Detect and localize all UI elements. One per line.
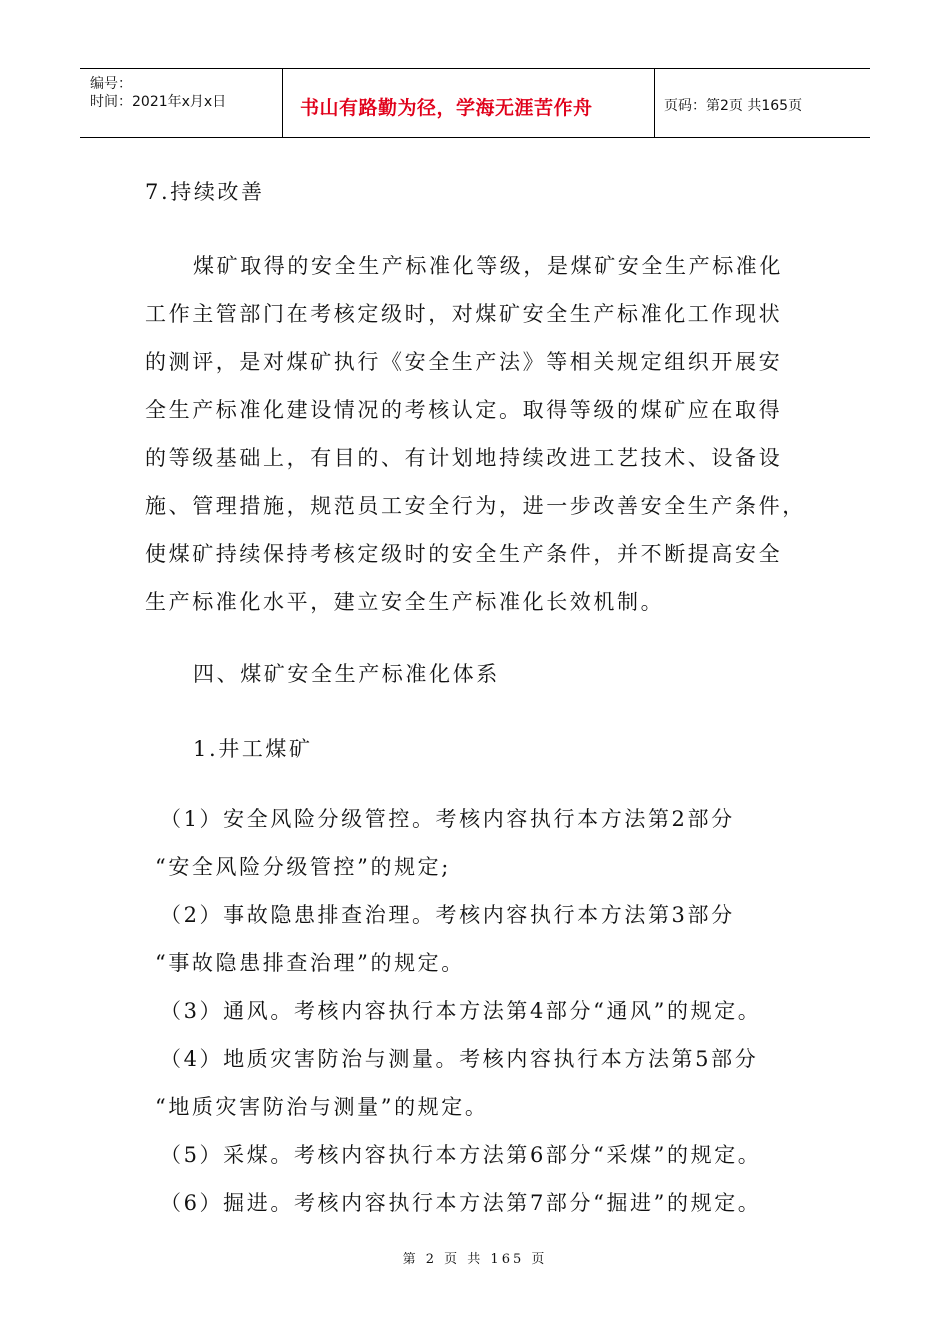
page-header	[80, 68, 870, 138]
subheading-underground-mine: 1.井工煤矿	[193, 737, 313, 761]
list-item: （6）掘进。考核内容执行本方法第7部分“掘进”的规定。	[160, 1191, 762, 1215]
list-item: （2）事故隐患排查治理。考核内容执行本方法第3部分	[160, 903, 735, 927]
paragraph-line: 工作主管部门在考核定级时，对煤矿安全生产标准化工作现状	[145, 302, 783, 326]
list-item: （1）安全风险分级管控。考核内容执行本方法第2部分	[160, 807, 735, 831]
time-label: 时间：2021年x月x日	[90, 94, 227, 110]
paragraph-line: 全生产标准化建设情况的考核认定。取得等级的煤矿应在取得	[145, 398, 783, 422]
page-info-text: 页码：第2页 共165页	[664, 98, 803, 114]
list-item: （5）采煤。考核内容执行本方法第6部分“采煤”的规定。	[160, 1143, 762, 1167]
paragraph-line: 生产标准化水平，建立安全生产标准化长效机制。	[145, 590, 665, 614]
list-item: （3）通风。考核内容执行本方法第4部分“通风”的规定。	[160, 999, 762, 1023]
paragraph-line: 煤矿取得的安全生产标准化等级，是煤矿安全生产标准化	[193, 254, 783, 278]
header-meta	[80, 69, 283, 137]
header-motto	[282, 69, 655, 137]
page-footer: 第 2 页 共 165 页	[402, 1252, 548, 1267]
paragraph-line: 使煤矿持续保持考核定级时的安全生产条件，并不断提高安全	[145, 542, 783, 566]
list-item: “地质灾害防治与测量”的规定。	[155, 1095, 489, 1119]
heading-continuous-improvement: 7.持续改善	[145, 180, 265, 204]
list-item: “安全风险分级管控”的规定;	[155, 855, 451, 879]
header-page-info	[654, 69, 870, 137]
section-heading-4: 四、煤矿安全生产标准化体系	[193, 662, 500, 686]
list-item: “事故隐患排查治理”的规定。	[155, 951, 465, 975]
number-label: 编号：	[90, 76, 132, 92]
list-item: （4）地质灾害防治与测量。考核内容执行本方法第5部分	[160, 1047, 759, 1071]
paragraph-line: 施、管理措施，规范员工安全行为，进一步改善安全生产条件，	[145, 494, 806, 518]
paragraph-line: 的等级基础上，有目的、有计划地持续改进工艺技术、设备设	[145, 446, 783, 470]
paragraph-line: 的测评，是对煤矿执行《安全生产法》等相关规定组织开展安	[145, 350, 783, 374]
motto-text: 书山有路勤为径，学海无涯苦作舟	[300, 97, 593, 119]
